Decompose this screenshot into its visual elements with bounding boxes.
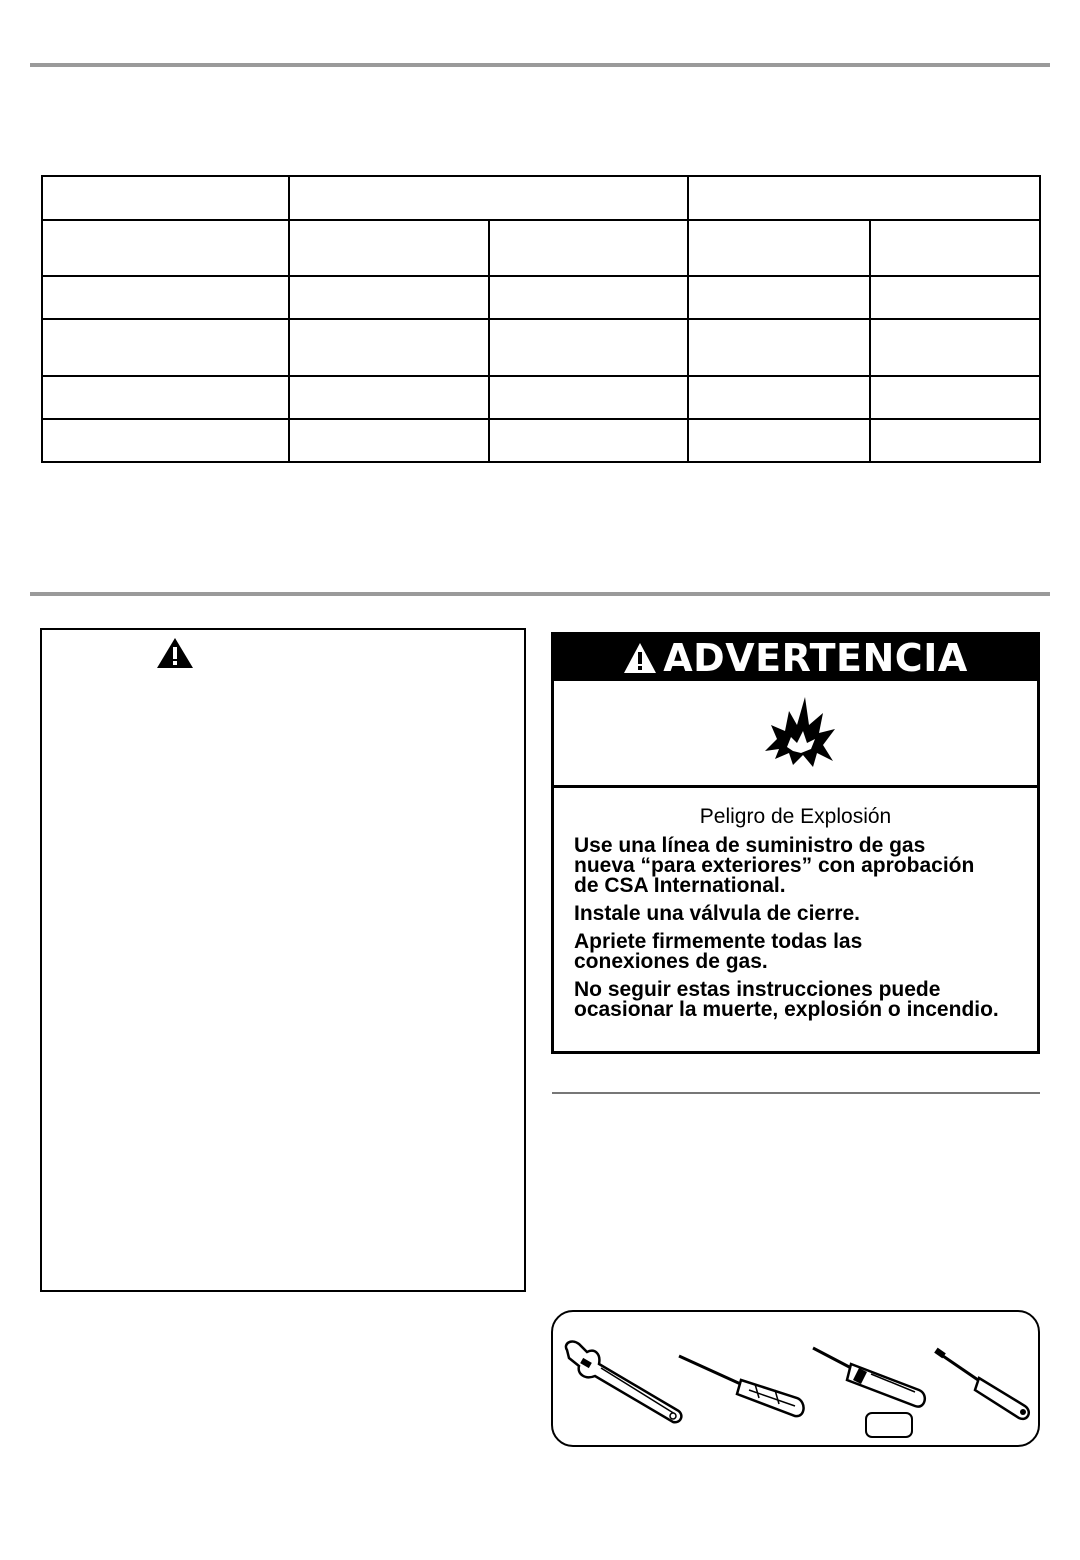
section-divider-middle bbox=[30, 592, 1050, 596]
table-cell bbox=[688, 176, 1040, 220]
flat-screwdriver-icon bbox=[807, 1342, 933, 1414]
warning-symbol-area bbox=[554, 681, 1037, 788]
specification-table bbox=[41, 175, 1041, 463]
table-cell bbox=[42, 419, 289, 462]
table-cell bbox=[489, 419, 688, 462]
table-cell bbox=[289, 176, 688, 220]
adjustable-wrench-icon bbox=[561, 1340, 687, 1426]
table-cell bbox=[870, 319, 1040, 376]
warning-triangle-icon bbox=[156, 637, 194, 669]
table-cell bbox=[489, 276, 688, 319]
table-cell bbox=[289, 376, 489, 419]
table-cell bbox=[42, 376, 289, 419]
warning-body bbox=[554, 788, 1037, 1020]
table-row bbox=[42, 220, 1040, 276]
warning-line: Apriete firmemente todas las conexiones de gas. bbox=[574, 930, 863, 973]
table-header-row bbox=[42, 176, 1040, 220]
table-cell bbox=[489, 319, 688, 376]
table-cell bbox=[688, 376, 870, 419]
warning-line: Instale una válvula de cierre. bbox=[574, 902, 860, 925]
table-row bbox=[42, 276, 1040, 319]
table-cell bbox=[289, 276, 489, 319]
warning-line: Use una línea de suministro de gas nueva “para exteriores” con aprobación de CSA International. bbox=[574, 834, 975, 897]
table-cell bbox=[489, 220, 688, 276]
table-cell bbox=[870, 276, 1040, 319]
table-cell bbox=[489, 376, 688, 419]
table-cell bbox=[42, 220, 289, 276]
table-cell bbox=[688, 220, 870, 276]
badge-frame bbox=[865, 1412, 913, 1438]
warning-header bbox=[554, 635, 1037, 681]
table-cell bbox=[870, 376, 1040, 419]
explosion-icon bbox=[761, 695, 837, 769]
safety-info-box bbox=[40, 628, 526, 1292]
table-row bbox=[42, 376, 1040, 419]
nut-driver-icon bbox=[933, 1346, 1039, 1424]
table-cell bbox=[870, 220, 1040, 276]
warning-title: Peligro de Explosión bbox=[699, 805, 892, 828]
table-row bbox=[42, 419, 1040, 462]
tools-illustration bbox=[551, 1310, 1040, 1447]
table-cell bbox=[42, 319, 289, 376]
table-cell bbox=[289, 220, 489, 276]
table-cell bbox=[42, 276, 289, 319]
table-cell bbox=[289, 319, 489, 376]
phillips-screwdriver-icon bbox=[675, 1350, 815, 1422]
table-row bbox=[42, 319, 1040, 376]
warning-header-text: ADVERTENCIA bbox=[663, 636, 968, 680]
section-divider-top bbox=[30, 63, 1050, 67]
warning-line: No seguir estas instrucciones puede ocasionar la muerte, explosión o incendio. bbox=[574, 978, 999, 1021]
warning-label bbox=[551, 632, 1040, 1054]
table-cell bbox=[870, 419, 1040, 462]
column-divider bbox=[552, 1092, 1040, 1094]
table-cell bbox=[688, 276, 870, 319]
table-cell bbox=[688, 419, 870, 462]
table-cell bbox=[289, 419, 489, 462]
table-cell bbox=[42, 176, 289, 220]
warning-triangle-icon bbox=[623, 642, 657, 674]
table-cell bbox=[688, 319, 870, 376]
